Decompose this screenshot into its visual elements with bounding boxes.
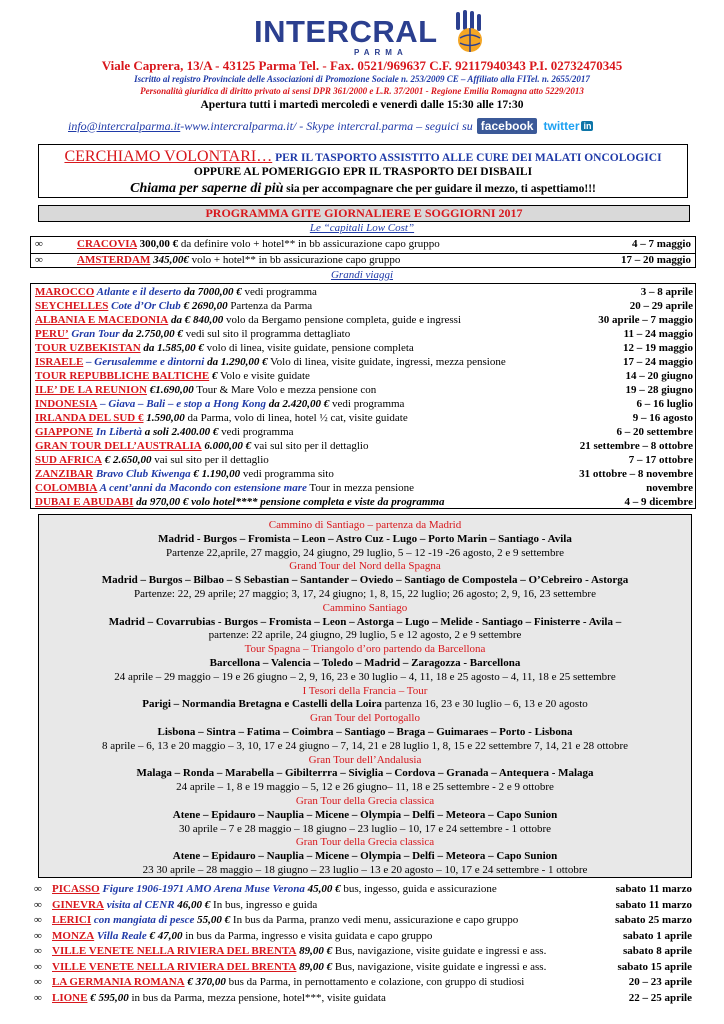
trip-price: 45,00 € [304,883,341,895]
trip-extra: Villa Reale [94,929,147,942]
trip-price: € 2.650,00 [101,454,152,466]
tour-dates: 24 aprile – 29 maggio – 19 e 26 giugno – 2, 9, 16, 23 e 30 luglio – 4, 11, 18 e 25 agosto – 4, 11, 18 e 25 settembre [114,670,616,683]
linkedin-icon[interactable]: in [583,121,592,131]
trip-destination[interactable]: LIONE [52,991,88,1004]
trip-row [35,495,693,509]
tour-route: Atene – Epidauro – Nauplia – Micene – Olympia – Delfi – Meteora – Capo Sunion [172,808,558,821]
trip-desc: Volo di linea, visite guidate, ingressi, mezza pensione [267,356,506,368]
trip-row [35,411,693,425]
contact-rest: -www.intercralparma.it/ - Skype intercral.parma – seguici su [180,118,473,133]
trip-date: 4 – 9 dicembre [624,496,693,508]
trip-desc: vedi sul sito il programma dettagliato [182,328,351,340]
trip-date: 6 – 16 luglio [636,398,693,410]
trip-date: sabato 8 aprile [622,945,692,957]
trip-date: 19 – 28 giugno [625,384,693,396]
bus-trip-row [30,975,696,990]
trip-destination[interactable]: TOUR UZBEKISTAN [35,342,141,354]
tour-route: Atene – Epidauro – Nauplia – Micene – Olympia – Delfi – Meteora – Capo Sunion [172,850,558,863]
trip-destination[interactable]: COLOMBIA [35,482,98,494]
trip-desc: vedi programma [218,426,294,438]
trip-price: 89,00 € [296,960,333,973]
volunteers-line-2: OPPURE AL POMERIGGIO EPR IL TRASPORTO DEI DISBAILI [193,166,533,178]
trip-extra: In Libertà [93,426,142,438]
infinity-icon: ∞ [34,991,42,1004]
trip-desc: in bus da Parma, ingresso e visita guidata e capo gruppo [182,929,433,942]
tour-route [39,697,691,711]
tour-title: Tour Spagna – Triangolo d’oro partendo da Barcellona [244,643,486,656]
trip-desc: volo da Bergamo pensione completa, guide e ingressi [223,314,462,326]
trip-date: sabato 11 marzo [615,898,692,911]
trip-desc: volo di linea, visite guidate, pensione completa [203,342,414,354]
trip-desc: Bus, navigazione, visite guidate e ingressi e ass. [332,945,547,957]
trip-desc: Partenza da Parma [227,300,313,312]
trip-price: € 370,00 [184,976,226,988]
trip-date: 7 – 17 ottobre [628,454,693,466]
trip-row [35,467,693,481]
trip-destination[interactable]: ALBANIA E MACEDONIA [35,314,169,326]
email-link[interactable]: info@intercralparma.it [68,118,181,133]
bus-trip-row [30,882,696,897]
trip-price: da 1.290,00 € [204,356,268,368]
trip-extra: Atlante e il deserto [94,286,182,298]
infinity-icon: ∞ [34,898,42,911]
trip-destination[interactable]: ZANZIBAR [35,468,94,480]
header-address: Viale Caprera, 13/A - 43125 Parma Tel. - Fax. 0521/969637 C.F. 92117940343 P.I. 02732470345 [101,58,623,73]
trip-price: da 2.750,00 € [119,328,183,340]
trip-destination[interactable]: LERICI [52,914,92,926]
trip-desc: vedi programma [241,286,317,298]
trip-destination[interactable]: LA GERMANIA ROMANA [52,976,185,988]
trip-date: sabato 1 aprile [622,929,692,942]
infinity-icon: ∞ [34,883,42,895]
low-cost-table [30,236,696,268]
trip-destination[interactable]: ISRAELE [35,356,84,368]
bus-trip-row [30,898,696,913]
trip-extra: con mangiata di pesce [91,914,195,926]
trip-destination[interactable]: DUBAI E ABUDABI [35,496,134,508]
trip-row [35,397,693,411]
low-cost-row [31,238,695,253]
trip-date: 3 – 8 aprile [640,286,693,298]
trip-destination[interactable]: IRLANDA DEL SUD € [35,412,144,424]
infinity-icon: ∞ [34,929,42,942]
tour-dates: 23 30 aprile – 28 maggio – 18 giugno – 23 luglio – 13 e 20 agosto – 10, 17 e 24 settembre - 1 ottobre [142,864,588,876]
trip-price: 345,00€ [150,254,189,266]
trip-desc: vedi programma [329,398,405,410]
trip-price: € 595,00 [87,991,129,1004]
trip-desc: In bus, ingresso e guida [210,898,318,911]
tours-box [38,514,692,878]
tour-dates: Partenze 22,aprile, 27 maggio, 24 giugno, 29 luglio, 5 – 12 -19 -26 agosto, 2 e 9 settembre [165,546,565,559]
trip-destination[interactable]: PICASSO [52,883,100,895]
trip-destination[interactable]: VILLE VENETE NELLA RIVIERA DEL BRENTA [52,960,297,973]
trip-row [35,439,693,453]
tour-route: Lisbona – Sintra – Fatima – Coimbra – Santiago – Braga – Guimaraes – Porto - Lisbona [157,726,573,738]
trip-desc: vai sul sito per il dettaglio [251,440,369,452]
trip-price: 300,00 € [136,238,179,250]
trip-price: a soli 2.400.00 € [141,426,219,438]
trip-destination[interactable]: SEYCHELLES [35,300,109,312]
trip-date: 21 settembre – 8 ottobre [579,440,693,452]
trip-date: 30 aprile – 7 maggio [598,314,693,326]
trip-date: sabato 11 marzo [615,883,692,895]
trip-row [35,481,693,495]
trip-desc: Bus, navigazione, visite guidate e ingressi e ass. [332,960,547,973]
tour-title: Cammino Santiago [322,601,408,614]
tour-route: Madrid - Burgos – Fromista – Leon – Astro Cuz - Lugo – Porto Marin – Santiago - Avila [158,532,572,545]
trip-destination[interactable]: INDONESIA [35,398,98,410]
trip-desc: Tour in mezza pensione [306,482,415,494]
tour-dates: partenze: 22 aprile, 24 giugno, 29 luglio, 5 e 12 agosto, 2 e 9 settembre [208,629,522,642]
header-opening-hours: Apertura tutti i martedì mercoledì e venerdì dalle 15:30 alle 17:30 [200,99,524,111]
trip-price: 89,00 € [296,945,333,957]
tour-title: Gran Tour dell’Andalusia [308,753,422,766]
trip-price: da 1.585,00 € [140,342,204,354]
trip-date: sabato 15 aprile [617,960,692,973]
tour-dates: 8 aprile – 6, 13 e 20 maggio – 3, 10, 17 e 24 giugno – 7, 14, 21 e 28 luglio 1, 8, 15 e 22 settembre 7, 14, 21 e 28 ottobre [101,739,629,752]
trip-desc: bus, ingesso, guida e assicurazione [340,883,497,895]
trip-price: €1.690,00 [146,384,194,396]
tour-route: Madrid – Covarrubias - Burgos – Fromista – Leon – Astorga – Lugo – Melide - Santiago – Finisterre - Avila – [108,615,622,628]
volunteers-box [38,144,688,198]
trip-price: 55,00 € [194,914,231,926]
infinity-icon: ∞ [34,914,42,926]
trip-price: 46,00 € [174,898,211,911]
logo-name: INTERCRAL [254,14,438,49]
trip-date: 20 – 29 aprile [629,300,693,312]
trip-row [35,299,693,313]
trip-row [35,313,693,327]
trip-price: da € 840,00 [168,314,224,326]
trip-price: € 47,00 [146,929,183,942]
trip-date: sabato 25 marzo [615,914,692,926]
volunteers-line-1: PER IL TASPORTO ASSISTITO ALLE CURE DEI MALATI ONCOLOGICI [272,152,662,164]
trip-extra: Bravo Club Kiwenga [93,468,191,480]
tour-dates: 24 aprile – 1, 8 e 19 maggio – 5, 12 e 26 giugno– 11, 18 e 25 settembre - 2 e 9 ottobre [176,781,554,794]
trip-date: 6 – 20 settembre [616,426,693,438]
trip-desc: Volo e visite guidate [217,370,310,382]
contact-line [68,118,593,134]
header-registry-2: Personalità giuridica di diritto privato ai sensi DPR 361/2000 e L.R. 37/2001 - Regione Emilia Romagna atto 5229/2013 [140,86,584,96]
twitter-icon[interactable]: twitter [543,119,580,133]
bus-trip-row [30,913,696,928]
tour-route-name: Parigi – Normandia Bretagna e Castelli della Loira [142,698,382,711]
trip-destination[interactable]: CRACOVIA [77,238,137,250]
tour-title: Grand Tour del Nord della Spagna [289,560,441,573]
bus-trip-row [30,991,696,1006]
trip-price: da 7000,00 € [181,286,242,298]
tour-title: Gran Tour della Grecia classica [295,795,435,807]
tour-dates: 30 aprile – 7 e 28 maggio – 18 giugno – 23 luglio – 10, 17 e 24 settembre - 1 ottobre [178,822,552,835]
trip-desc: da Parma, volo di linea, hotel ½ cat, visite guidate [184,412,408,424]
trip-extra: – Giava – Bali – e stop a Hong Kong [97,398,267,410]
big-trips-title: Grandi viaggi [330,269,394,281]
big-trips-table [30,283,696,509]
trip-price: 1.590,00 [143,412,185,424]
volunteers-line-3: sia per accompagnare che per guidare il mezzo, ti aspettiamo!!! [283,183,596,195]
trip-price: da 970,00 € volo hotel**** pensione completa e viste da programma [133,496,445,508]
trip-price: € 2690,00 [180,300,228,312]
bus-trip-row [30,929,696,944]
trip-extra: A cent’anni da Macondo con estensione mare [97,482,307,494]
trip-desc: da definire volo + hotel** in bb assicurazione capo gruppo [178,238,440,250]
trip-price: € 1.190,00 [190,468,241,480]
infinity-icon: ∞ [34,945,42,957]
bus-trip-row [30,944,696,959]
volunteers-title: CERCHIAMO VOLONTARI [64,148,257,165]
trip-date: 14 – 20 giugno [625,370,693,382]
header-registry-1: Iscritto al registro Provinciale delle Associazioni di Promozione Sociale n. 253/2009 CE – Affiliato alla FITel. n. 2655/2017 [134,74,590,84]
infinity-icon: ∞ [34,976,42,988]
trip-extra: Gran Tour [68,328,120,340]
tour-dates: Partenze: 22, 29 aprile; 27 maggio; 3, 17, 24 giugno; 1, 8, 15, 22 luglio; 26 agosto; 2, 9, 16, 23 settembre [134,588,596,600]
trip-extra: – Gerusalemme e dintorni [83,356,205,368]
volunteers-dots: … [256,148,273,165]
trip-row [35,327,693,341]
trip-row [35,425,693,439]
trip-date: 17 – 20 maggio [621,254,691,266]
trip-desc: vai sul sito per il dettaglio [151,454,269,466]
trip-date: 9 – 16 agosto [632,412,693,424]
trip-row [35,453,693,467]
trip-date: 4 – 7 maggio [632,238,691,250]
volunteers-call: Chiama per saperne di più [130,181,284,196]
trip-destination[interactable]: SUD AFRICA [35,454,102,466]
trip-date: 17 – 24 maggio [623,356,693,368]
tour-route: Malaga – Ronda – Marabella – Gibilterrra – Siviglia – Cordova – Granada – Antequera - Malaga [136,767,594,780]
low-cost-title: Le “capitali Low Cost” [309,222,415,234]
infinity-icon: ∞ [34,960,42,973]
tour-route: Madrid – Burgos – Bilbao – S Sebastian – Santander – Oviedo – Santiago de Compostela – O’Cebreiro - Astorga [101,574,629,587]
trip-destination[interactable]: GRAN TOUR DELL’AUSTRALIA [35,440,202,452]
trip-destination[interactable]: GIAPPONE [35,426,94,438]
trip-desc: Tour & Mare Volo e mezza pensione con [193,384,377,396]
trip-row [35,383,693,397]
infinity-icon: ∞ [35,254,43,266]
tour-route-dates: partenza 16, 23 e 30 luglio – 6, 13 e 20 agosto [381,698,588,711]
trip-row [35,341,693,355]
trip-date: 12 – 19 maggio [623,342,693,354]
trip-row [35,285,693,299]
trip-destination[interactable]: MONZA [52,929,95,942]
trip-date: 11 – 24 maggio [623,328,693,340]
tour-title: I Tesori della Francia – Tour [302,684,428,697]
trip-desc: volo + hotel** in bb assicurazione capo gruppo [188,254,401,266]
trip-destination[interactable]: ILE’ DE LA REUNION [35,384,147,396]
trip-destination[interactable]: TOUR REPUBBLICHE BALTICHE [35,370,210,382]
hand-globe-icon [450,10,490,56]
trip-destination[interactable]: VILLE VENETE NELLA RIVIERA DEL BRENTA [52,945,297,957]
trip-date: novembre [646,482,693,494]
trip-date: 20 – 23 aprile [628,976,692,988]
trip-desc: in bus da Parma, mezza pensione, hotel***, visite guidata [128,991,386,1004]
trip-extra: visita al CENR [103,898,175,911]
trip-price: 6.000,00 € [201,440,252,452]
trip-row [35,355,693,369]
trip-destination[interactable]: PERU’ [35,328,69,340]
trip-date: 22 – 25 aprile [628,991,692,1004]
trip-row [35,369,693,383]
tour-title: Cammino di Santiago – partenza da Madrid [268,519,462,531]
infinity-icon: ∞ [35,238,43,250]
trip-desc: vedi programma sito [240,468,334,480]
trip-extra: Figure 1906-1971 AMO Arena Muse Verona [99,883,305,895]
trip-extra: Cote d’Or Club [108,300,181,312]
bus-trip-row [30,960,696,975]
trip-destination[interactable]: GINEVRA [52,898,104,911]
tour-route: Barcellona – Valencia – Toledo – Madrid – Zaragozza - Barcellona [209,657,521,669]
trip-price: € [209,370,218,382]
low-cost-row [31,253,695,268]
program-title: PROGRAMMA GITE GIORNALIERE E SOGGIORNI 2017 [38,205,690,222]
intercral-logo [254,10,490,56]
trip-price: da 2.420,00 € [266,398,330,410]
trip-date: 31 ottobre – 8 novembre [579,468,693,480]
trip-desc: In bus da Parma, pranzo vedi menu, assicurazione e capo gruppo [230,914,519,926]
logo-sub: PARMA [354,48,408,57]
trip-destination[interactable]: AMSTERDAM [77,254,151,266]
tour-title: Gran Tour della Grecia classica [295,836,435,849]
tour-title: Gran Tour del Portogallo [310,712,420,725]
trip-desc: bus da Parma, in pernottamento e colazione, con gruppo di studiosi [225,976,525,988]
trip-destination[interactable]: MAROCCO [35,286,95,298]
facebook-icon[interactable]: facebook [477,118,538,134]
